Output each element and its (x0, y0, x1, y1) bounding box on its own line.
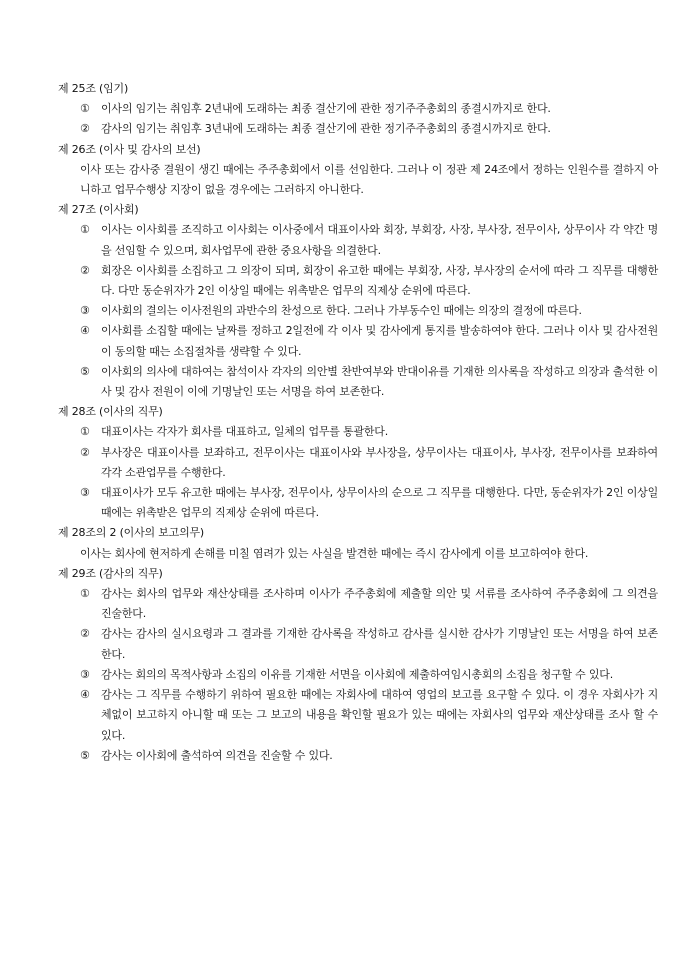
item-text: 이사의 임기는 취임후 2년내에 도래하는 최종 결산기에 관한 정기주주총회의 종결시까지로 한다. (101, 102, 551, 116)
item-text: 감사의 임기는 취임후 3년내에 도래하는 최종 결산기에 관한 정기주주총회의 종결시까지로 한다. (101, 122, 551, 136)
article-title: 제 28조의 2 (이사의 보고의무) (58, 526, 205, 540)
item-number: ③ (80, 486, 90, 500)
article-28-2 (58, 523, 658, 563)
item-number: ⑤ (80, 364, 90, 378)
item-text: 감사는 이사회에 출석하여 의견을 진술할 수 있다. (101, 748, 333, 762)
article-title: 제 26조 (이사 및 감사의 보선) (58, 142, 201, 156)
item-number: ② (80, 122, 90, 136)
article-item (58, 220, 658, 260)
article-29 (58, 564, 658, 766)
article-27 (58, 200, 658, 402)
item-text: 감사는 그 직무를 수행하기 위하여 필요한 때에는 자회사에 대하여 영업의 보고를 요구할 수 있다. 이 경우 자회사가 지체없이 보고하지 아니할 때 또는 그 보고의 내용을 확인할 필요가 있는 때에는 자회사의 업무와 재산상태를 조사 할 수 있다. (101, 688, 658, 742)
article-item (58, 99, 658, 119)
article-item (58, 443, 658, 483)
article-item (58, 685, 658, 746)
item-number: ① (80, 425, 90, 439)
article-title: 제 29조 (감사의 직무) (58, 566, 163, 580)
article-26 (58, 140, 658, 201)
item-number: ① (80, 102, 90, 116)
item-text: 감사는 감사의 실시요령과 그 결과를 기재한 감사록을 작성하고 감사를 실시한 감사가 기명날인 또는 서명을 하여 보존한다. (101, 627, 658, 661)
article-item (58, 584, 658, 624)
article-title: 제 25조 (임기) (58, 82, 129, 95)
item-text: 부사장은 대표이사를 보좌하고, 전무이사는 대표이사와 부사장을, 상무이사는 대표이사, 부사장, 전무이사를 보좌하여 각각 소관업무를 수행한다. (101, 445, 658, 479)
article-item (58, 665, 658, 685)
article-item (58, 422, 658, 442)
article-title: 제 28조 (이사의 직무) (58, 405, 163, 419)
item-number: ④ (80, 324, 90, 338)
item-text: 이사는 이사회를 조직하고 이사회는 이사중에서 대표이사와 회장, 부회장, 사장, 부사장, 전무이사, 상무이사 각 약간 명을 선임할 수 있으며, 회사업무에 관한 중요사항을 의결한다. (101, 223, 658, 257)
item-number: ③ (80, 304, 90, 318)
article-body: 이사 또는 감사중 결원이 생긴 때에는 주주총회에서 이를 선임한다. 그러나 이 정관 제 24조에서 정하는 인원수를 결하지 아니하고 업무수행상 지장이 없을 경우에는 그러하지 아니한다. (80, 162, 658, 197)
article-item (58, 119, 658, 139)
article-body: 이사는 회사에 현저하게 손해를 미칠 염려가 있는 사실을 발견한 때에는 즉시 감사에게 이를 보고하여야 한다. (80, 546, 589, 560)
article-title: 제 27조 (이사회) (58, 203, 139, 217)
article-item (58, 746, 658, 766)
article-item (58, 624, 658, 664)
article-item (58, 483, 658, 523)
document-page (58, 79, 658, 766)
item-text: 이사회의 결의는 이사전원의 과반수의 찬성으로 한다. 그러나 가부동수인 때에는 의장의 결정에 따른다. (101, 304, 582, 318)
item-number: ① (80, 587, 90, 601)
article-25 (58, 79, 658, 140)
item-number: ① (80, 223, 90, 237)
item-number: ② (80, 627, 90, 641)
item-text: 이사회의 의사에 대하여는 참석이사 각자의 의안별 찬반여부와 반대이유를 기재한 의사록을 작성하고 의장과 출석한 이사 및 감사 전원이 이에 기명날인 또는 서명을 하여 보존한다. (101, 364, 658, 399)
item-text: 대표이사가 모두 유고한 때에는 부사장, 전무이사, 상무이사의 순으로 그 직무를 대행한다. 다만, 동순위자가 2인 이상일 때에는 위촉받은 업무의 직제상 순위에 따른다. (101, 486, 658, 520)
item-text: 감사는 회의의 목적사항과 소집의 이유를 기재한 서면을 이사회에 제출하여임시총회의 소집을 청구할 수 있다. (101, 667, 614, 681)
item-text: 이사회를 소집할 때에는 날짜를 정하고 2일전에 각 이사 및 감사에게 통지를 발송하여야 한다. 그러나 이사 및 감사전원이 동의할 때는 소집절차를 생략할 수 있다. (101, 324, 658, 358)
item-text: 대표이사는 각자가 회사를 대표하고, 일체의 업무를 통괄한다. (101, 425, 389, 439)
item-number: ③ (80, 667, 90, 681)
item-text: 감사는 회사의 업무와 재산상태를 조사하며 이사가 주주총회에 제출할 의안 및 서류를 조사하여 주주총회에 그 의견을 진술한다. (101, 587, 658, 621)
article-item (58, 301, 658, 321)
article-28 (58, 402, 658, 523)
item-number: ② (80, 263, 90, 277)
item-text: 회장은 이사회를 소집하고 그 의장이 되며, 회장이 유고한 때에는 부회장, 사장, 부사장의 순서에 따라 그 직무를 대행한다. 다만 동순위자가 2인 이상일 때에는 위촉받은 업무의 직제상 순위에 따른다. (101, 263, 658, 298)
item-number: ④ (80, 688, 90, 702)
article-item (58, 321, 658, 361)
item-number: ⑤ (80, 748, 90, 762)
article-item (58, 362, 658, 402)
item-number: ② (80, 445, 90, 459)
article-item (58, 261, 658, 301)
